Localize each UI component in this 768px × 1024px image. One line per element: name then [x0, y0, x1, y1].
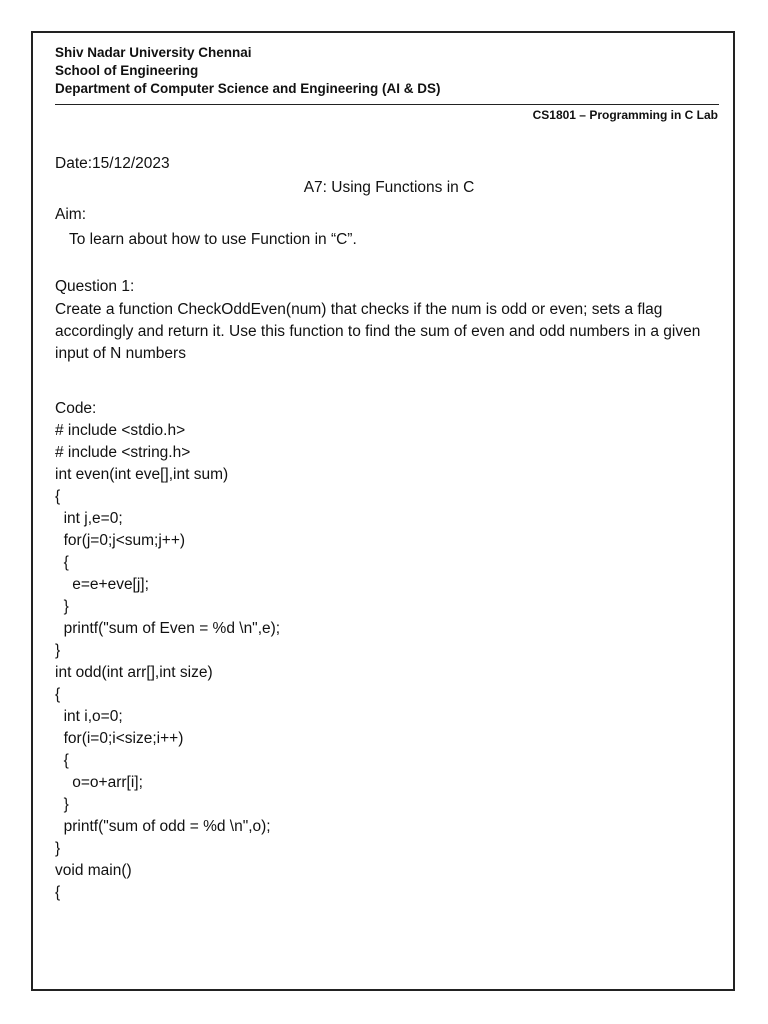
university-name: Shiv Nadar University Chennai — [55, 45, 252, 60]
aim-label: Aim: — [55, 206, 86, 223]
code-line: printf("sum of odd = %d \n",o); — [55, 818, 271, 835]
code-line: # include <stdio.h> — [55, 422, 186, 439]
code-line: for(j=0;j<sum;j++) — [55, 532, 186, 549]
code-label: Code: — [55, 400, 97, 417]
code-line: } — [55, 840, 61, 857]
code-line: for(i=0;i<size;i++) — [55, 730, 184, 747]
code-line: { — [55, 884, 61, 901]
code-line: # include <string.h> — [55, 444, 191, 461]
code-block — [55, 420, 280, 904]
code-line: } — [55, 796, 69, 813]
aim-text: To learn about how to use Function in “C”. — [69, 231, 357, 248]
assignment-title — [0, 177, 768, 199]
code-line: { — [55, 752, 69, 769]
code-line: { — [55, 488, 61, 505]
code-line: e=e+eve[j]; — [55, 576, 149, 593]
date-line: Date:15/12/2023 — [55, 155, 170, 172]
code-line: } — [55, 642, 61, 659]
code-line: o=o+arr[i]; — [55, 774, 143, 791]
code-line: int i,o=0; — [55, 708, 123, 725]
document-header — [55, 44, 719, 98]
course-code: CS1801 – Programming in C Lab — [532, 108, 718, 122]
code-line: int odd(int arr[],int size) — [55, 664, 213, 681]
header-divider — [55, 104, 719, 105]
code-line: int even(int eve[],int sum) — [55, 466, 229, 483]
question-text: Create a function CheckOddEven(num) that checks if the num is odd or even; sets a flag accordingly and return it. Use this function to find the sum of even and odd numbers in a given input of N numbers — [55, 301, 701, 362]
department-name: Department of Computer Science and Engineering (AI & DS) — [55, 81, 441, 96]
code-line: printf("sum of Even = %d \n",e); — [55, 620, 281, 637]
code-line: { — [55, 686, 61, 703]
code-line: void main() — [55, 862, 132, 879]
assignment-title-text: A7: Using Functions in C — [303, 179, 475, 196]
question-label: Question 1: — [55, 278, 135, 295]
code-line: int j,e=0; — [55, 510, 123, 527]
code-line: } — [55, 598, 69, 615]
school-name: School of Engineering — [55, 63, 199, 78]
code-line: { — [55, 554, 69, 571]
